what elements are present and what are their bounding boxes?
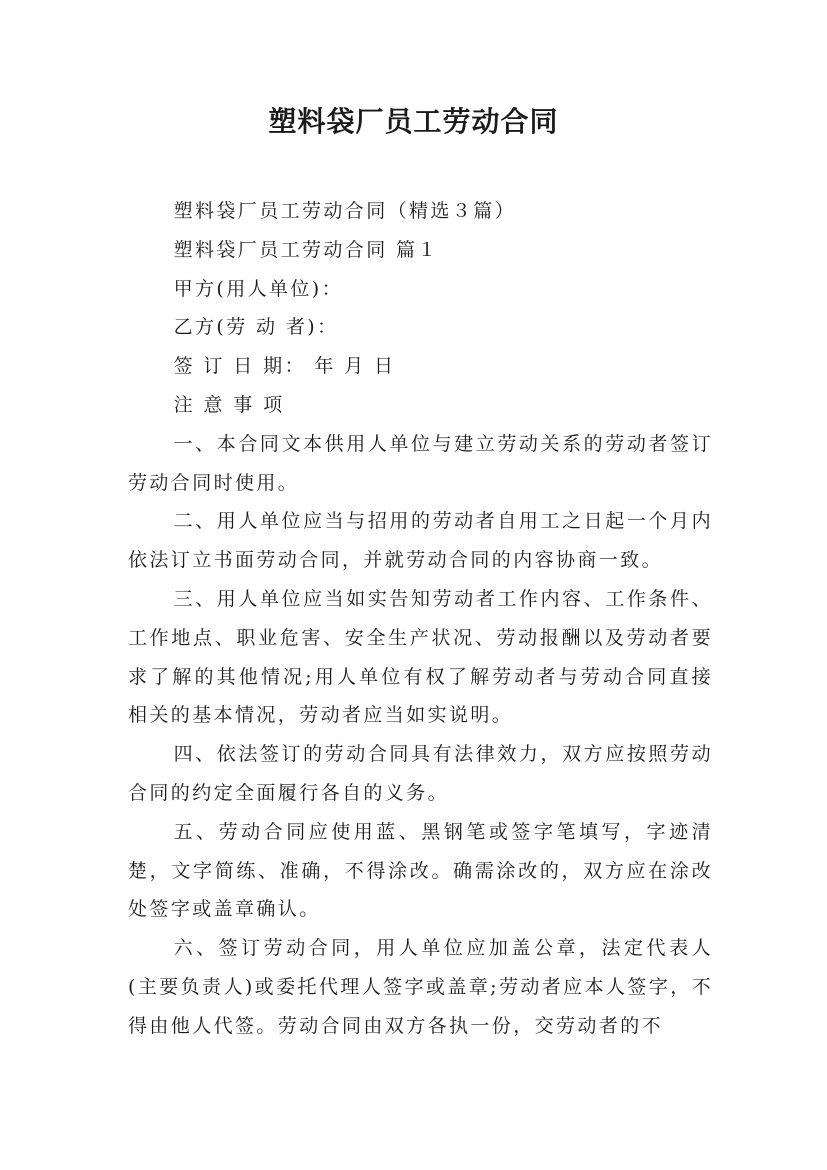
note-paragraph-1: 一、本合同文本供用人单位与建立劳动关系的劳动者签订劳动合同时使用。: [128, 432, 713, 494]
document-title: 塑料袋厂员工劳动合同: [268, 105, 559, 138]
note-paragraph-3: 三、用人单位应当如实告知劳动者工作内容、工作条件、工作地点、职业危害、安全生产状况、劳动报酬以及劳动者要求了解的其他情况;用人单位有权了解劳动者与劳动合同直接相关的基本情况，劳动者应当如实说明。: [128, 587, 713, 727]
note-paragraph-5: 五、劳动合同应使用蓝、黑钢笔或签字笔填写，字迹清楚，文字简练、准确，不得涂改。确需涂改的，双方应在涂改处签字或盖章确认。: [128, 820, 713, 921]
subtitle-line: 塑料袋厂员工劳动合同（精选３篇）: [173, 200, 516, 222]
party-b-line: 乙方(劳 动 者)：: [173, 316, 339, 339]
note-paragraph-6: 六、签订劳动合同，用人单位应加盖公章，法定代表人(主要负责人)或委托代理人签字或盖章;劳动者应本人签字，不得由他人代签。劳动合同由双方各执一份，交劳动者的不: [128, 937, 713, 1037]
document-body: [128, 192, 713, 1046]
notes-heading: 注 意 事 项: [173, 393, 285, 416]
note-paragraph-4: 四、依法签订的劳动合同具有法律效力，双方应按照劳动合同的约定全面履行各自的义务。: [128, 743, 713, 804]
party-a-line: 甲方(用人单位)：: [173, 277, 344, 300]
signing-date-line: 签 订 日 期： 年 月 日: [173, 355, 396, 378]
section-heading: 塑料袋厂员工劳动合同 篇１: [173, 238, 439, 261]
note-paragraph-2: 二、用人单位应当与招用的劳动者自用工之日起一个月内依法订立书面劳动合同，并就劳动合同的内容协商一致。: [128, 510, 713, 572]
